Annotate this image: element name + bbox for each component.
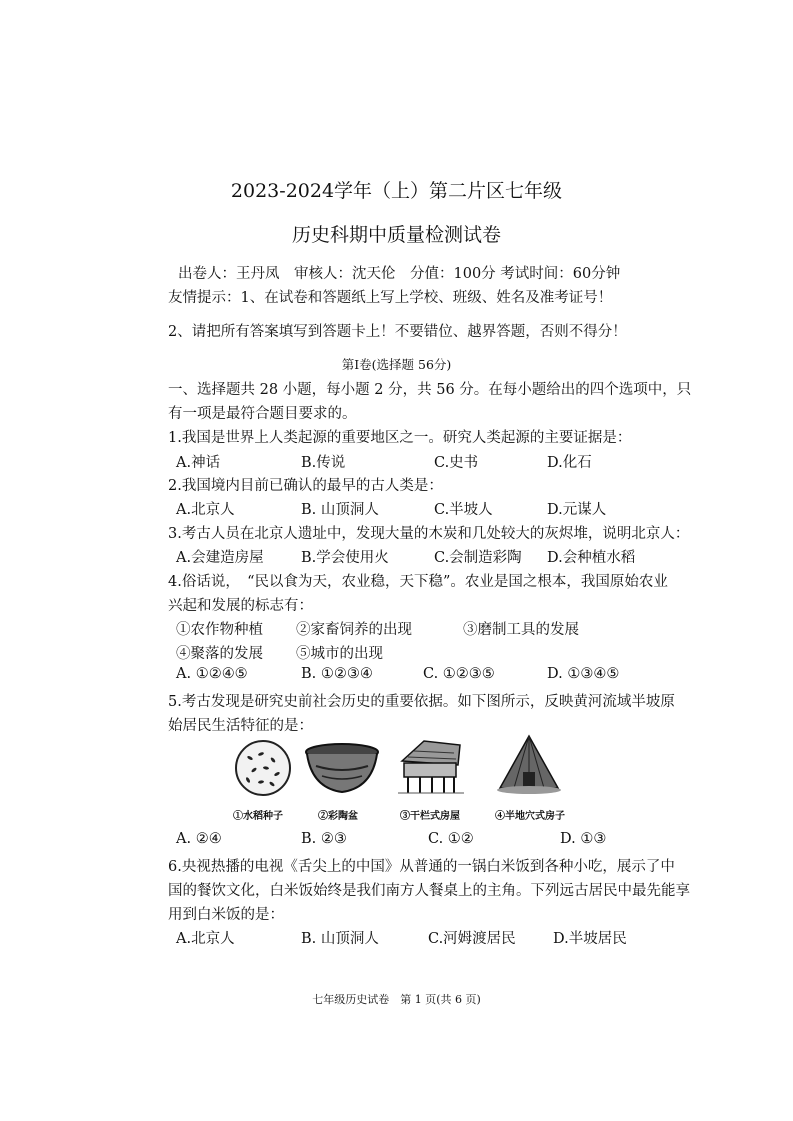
question-5-option-d[interactable]: D. ①③ bbox=[560, 831, 607, 847]
question-4-item-1: ①农作物种植 bbox=[176, 622, 263, 638]
question-2-option-a[interactable]: A.北京人 bbox=[176, 502, 235, 518]
question-5-option-c[interactable]: C. ①② bbox=[428, 831, 474, 847]
question-4-item-2: ②家畜饲养的出现 bbox=[296, 622, 412, 638]
question-3-option-b[interactable]: B.学会使用火 bbox=[301, 550, 389, 566]
question-2-option-b[interactable]: B. 山顶洞人 bbox=[301, 502, 379, 518]
section-instruction-2: 有一项是最符合题目要求的。 bbox=[168, 406, 357, 422]
question-1-option-b[interactable]: B.传说 bbox=[301, 455, 346, 471]
exam-title-line1: 2023-2024学年（上）第二片区七年级 bbox=[230, 180, 563, 202]
question-5-option-a[interactable]: A. ②④ bbox=[176, 831, 222, 847]
question-1-option-a[interactable]: A.神话 bbox=[176, 455, 221, 471]
question-6-option-d[interactable]: D.半坡居民 bbox=[553, 931, 627, 947]
tip-line-1: 友情提示：1、在试卷和答题纸上写上学校、班级、姓名及准考证号！ bbox=[168, 290, 613, 306]
semi-subterranean-house-image bbox=[494, 732, 564, 798]
tip-line-2: 2、请把所有答案填写到答题卡上！不要错位、越界答题，否则不得分！ bbox=[168, 324, 627, 340]
question-6-option-b[interactable]: B. 山顶洞人 bbox=[301, 931, 379, 947]
figure-caption-4: ④半地穴式房子 bbox=[495, 811, 565, 822]
figure-caption-1: ①水稻种子 bbox=[233, 811, 283, 822]
question-4-option-b[interactable]: B. ①②③④ bbox=[301, 666, 373, 682]
question-4-item-3: ③磨制工具的发展 bbox=[463, 622, 579, 638]
question-6-option-c[interactable]: C.河姆渡居民 bbox=[428, 931, 516, 947]
question-2-option-d[interactable]: D.元谋人 bbox=[547, 502, 607, 518]
exam-title-line2: 历史科期中质量检测试卷 bbox=[291, 224, 501, 246]
page-footer: 七年级历史试卷 第 1 页(共 6 页) bbox=[312, 993, 481, 1006]
question-5-stem-line1: 5.考古发现是研究史前社会历史的重要依据。如下图所示，反映黄河流域半坡原 bbox=[168, 694, 675, 710]
question-6-stem-line3: 用到白米饭的是： bbox=[168, 907, 284, 923]
question-3-option-d[interactable]: D.会种植水稻 bbox=[547, 550, 636, 566]
question-1-option-d[interactable]: D.化石 bbox=[547, 455, 592, 471]
question-4-option-d[interactable]: D. ①③④⑤ bbox=[547, 666, 620, 682]
question-3-option-c[interactable]: C.会制造彩陶 bbox=[434, 550, 522, 566]
question-5-option-b[interactable]: B. ②③ bbox=[301, 831, 347, 847]
question-4-item-5: ⑤城市的出现 bbox=[296, 646, 383, 662]
question-4-item-4: ④聚落的发展 bbox=[176, 646, 263, 662]
question-2-stem: 2.我国境内目前已确认的最早的古人类是： bbox=[168, 478, 443, 494]
question-4-stem-line2: 兴起和发展的标志有： bbox=[168, 598, 313, 614]
section-heading: 第Ⅰ卷(选择题 56分) bbox=[341, 357, 452, 372]
question-3-option-a[interactable]: A.会建造房屋 bbox=[176, 550, 264, 566]
figure-caption-3: ③干栏式房屋 bbox=[400, 811, 460, 822]
question-1-stem: 1.我国是世界上人类起源的重要地区之一。研究人类起源的主要证据是： bbox=[168, 430, 632, 446]
question-4-option-c[interactable]: C. ①②③⑤ bbox=[423, 666, 495, 682]
question-6-option-a[interactable]: A.北京人 bbox=[176, 931, 235, 947]
question-2-option-c[interactable]: C.半坡人 bbox=[434, 502, 493, 518]
exam-info-line: 出卷人：王丹凤 审核人：沈天伦 分值：100分 考试时间：60分钟 bbox=[178, 266, 621, 282]
question-6-stem-line2: 国的餐饮文化，白米饭始终是我们南方人餐桌上的主角。下列远古居民中最先能享 bbox=[168, 883, 690, 899]
rice-seed-image bbox=[228, 738, 298, 798]
question-6-stem-line1: 6.央视热播的电视《舌尖上的中国》从普通的一锅白米饭到各种小吃，展示了中 bbox=[168, 859, 675, 875]
section-instruction-1: 一、选择题共 28 小题，每小题 2 分，共 56 分。在每小题给出的四个选项中，只 bbox=[168, 382, 692, 398]
painted-pottery-basin-image bbox=[302, 740, 382, 798]
stilt-house-image bbox=[394, 735, 466, 799]
question-1-option-c[interactable]: C.史书 bbox=[434, 455, 479, 471]
question-4-option-a[interactable]: A. ①②④⑤ bbox=[176, 666, 248, 682]
figure-caption-2: ②彩陶盆 bbox=[318, 811, 358, 822]
question-3-stem: 3.考古人员在北京人遗址中，发现大量的木炭和几处较大的灰烬堆，说明北京人： bbox=[168, 526, 690, 542]
question-4-stem-line1: 4.俗话说， “民以食为天，农业稳，天下稳”。农业是国之根本，我国原始农业 bbox=[168, 574, 668, 590]
question-5-stem-line2: 始居民生活特征的是： bbox=[168, 718, 313, 734]
